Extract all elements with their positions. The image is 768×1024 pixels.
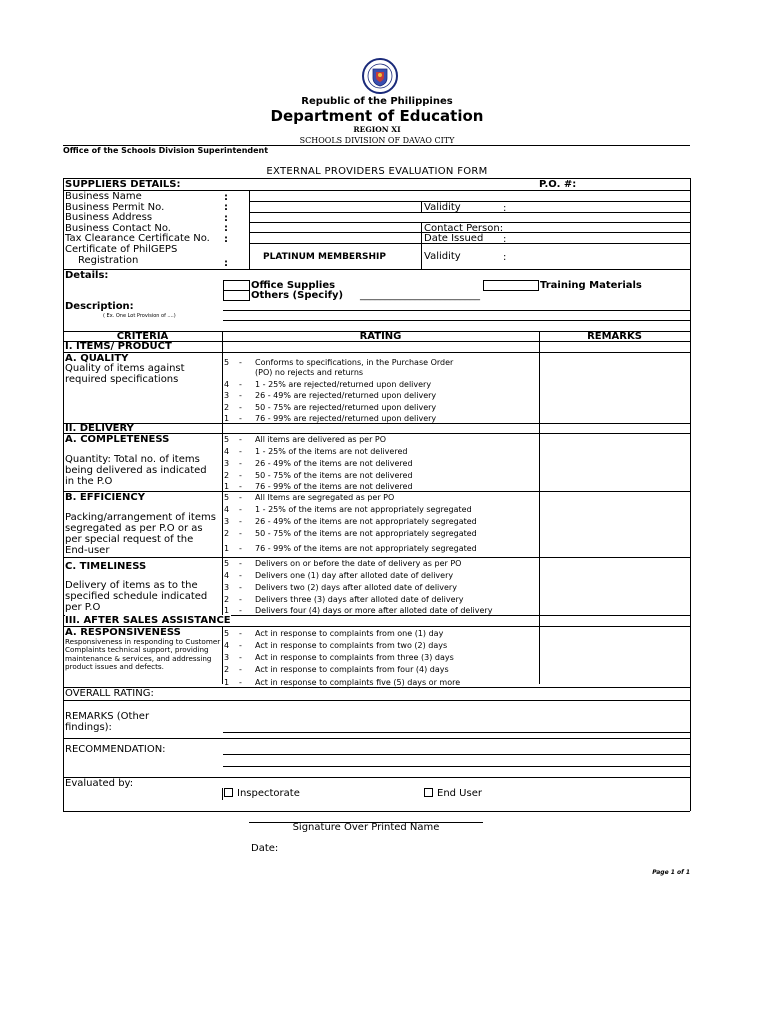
colon: : [503, 234, 507, 245]
rating-dash: - [239, 517, 242, 526]
colon: : [224, 258, 228, 269]
rule [63, 269, 690, 270]
business-permit-label: Business Permit No. [65, 202, 165, 213]
rating-option[interactable] [224, 653, 454, 662]
rating-description: 1 - 25% of the items are not delivered [255, 447, 408, 456]
rating-option[interactable] [224, 447, 407, 456]
inspectorate-checkbox[interactable] [224, 788, 233, 797]
rating-dash: - [239, 447, 242, 456]
rating-dash: - [239, 358, 242, 367]
region-title: REGION XI [353, 125, 401, 134]
rating-option[interactable] [224, 629, 443, 638]
rating-dash: - [239, 665, 242, 674]
rating-description: 50 - 75% are rejected/returned upon delivery [255, 403, 437, 412]
rating-description: Delivers one (1) day after alloted date of delivery [255, 571, 454, 580]
rating-dash: - [239, 559, 242, 568]
rule [63, 190, 690, 191]
rating-description: 26 - 49% of the items are not appropriately segregated [255, 517, 477, 526]
table-border-left [63, 178, 64, 811]
po-number-label: P.O. #: [539, 179, 577, 190]
colon: : [224, 202, 228, 213]
rule [63, 423, 690, 424]
office-title: Office of the Schools Division Superintendent [63, 146, 269, 155]
recommendation-line[interactable] [223, 766, 690, 767]
criteria-title: A. QUALITY [65, 353, 129, 364]
rating-option[interactable] [224, 641, 447, 650]
inspectorate-label: Inspectorate [237, 788, 300, 799]
rating-score: 5 [224, 559, 230, 568]
form-title: EXTERNAL PROVIDERS EVALUATION FORM [266, 166, 488, 177]
criteria-title: B. EFFICIENCY [65, 492, 145, 503]
rating-dash: - [239, 653, 242, 662]
rule [539, 331, 540, 684]
rule [63, 738, 690, 739]
rating-description: Delivers two (2) days after alloted date of delivery [255, 583, 457, 592]
section-delivery-heading: II. DELIVERY [65, 423, 134, 434]
rating-description: 76 - 99% are rejected/returned upon delivery [255, 414, 437, 423]
rule [222, 331, 223, 684]
rating-score: 4 [224, 571, 230, 580]
rating-description: Delivers three (3) days after alloted date of delivery [255, 595, 464, 604]
rating-score: 2 [224, 665, 230, 674]
rating-score: 1 [224, 606, 230, 615]
overall-rating-label: OVERALL RATING: [65, 688, 154, 699]
rating-option[interactable] [224, 595, 464, 604]
colon: : [224, 234, 228, 245]
rating-dash: - [239, 435, 242, 444]
rating-option[interactable] [224, 678, 460, 687]
rating-score: 3 [224, 583, 230, 592]
rating-option[interactable] [224, 529, 477, 538]
rating-dash: - [239, 380, 242, 389]
rating-option[interactable] [224, 482, 413, 491]
description-line [223, 310, 690, 311]
table-border-bottom [63, 811, 690, 812]
rating-dash: - [239, 414, 242, 423]
rating-description: Act in response to complaints from four (4) days [255, 665, 449, 674]
rule [63, 557, 690, 558]
rating-option[interactable] [224, 493, 394, 502]
rating-option[interactable] [224, 403, 436, 412]
rating-option[interactable] [224, 583, 457, 592]
rating-dash: - [239, 606, 242, 615]
division-title: SCHOOLS DIVISION OF DAVAO CITY [299, 136, 455, 145]
rating-dash: - [239, 595, 242, 604]
rating-dash: - [239, 641, 242, 650]
rating-score: 4 [224, 380, 230, 389]
criteria-description: Quantity: Total no. of items being delivered as indicated in the P.O [65, 454, 207, 487]
country-title: Republic of the Philippines [301, 96, 453, 107]
rule [421, 201, 422, 212]
inspectorate-option[interactable] [224, 788, 300, 799]
rule [249, 212, 690, 213]
rating-option[interactable] [224, 471, 413, 480]
rating-score: 5 [224, 358, 230, 367]
rating-description: 50 - 75% of the items are not appropriately segregated [255, 529, 477, 538]
rule [63, 491, 690, 492]
rating-option[interactable] [224, 435, 386, 444]
rating-option[interactable] [224, 368, 363, 377]
rating-description: 26 - 49% of the items are not delivered [255, 459, 413, 468]
rating-dash: - [239, 482, 242, 491]
recommendation-line[interactable] [223, 754, 690, 755]
rating-option[interactable] [224, 505, 472, 514]
rating-description: Delivers on or before the date of delivery as per PO [255, 559, 462, 568]
criteria-description: Packing/arrangement of items segregated as per P.O or as per special request of the End-user [65, 512, 216, 556]
rating-dash: - [239, 403, 242, 412]
rule [249, 190, 250, 269]
criteria-title: A. RESPONSIVENESS [65, 627, 181, 638]
rating-score: 4 [224, 505, 230, 514]
training-materials-label: Training Materials [540, 280, 642, 291]
office-supplies-label: Office Supplies [251, 280, 336, 291]
rating-dash: - [239, 571, 242, 580]
suppliers-heading: SUPPLIERS DETAILS: [65, 179, 181, 190]
rating-option[interactable] [224, 358, 453, 367]
rating-description: Act in response to complaints from two (2) days [255, 641, 448, 650]
table-border-right [690, 178, 691, 811]
date-issued-label: Date Issued [424, 233, 484, 244]
rating-option[interactable] [224, 559, 461, 568]
rating-description: 1 - 25% of the items are not appropriately segregated [255, 505, 472, 514]
rule [63, 777, 690, 778]
rating-score: 1 [224, 678, 230, 687]
rating-option[interactable] [224, 571, 453, 580]
rating-description: (PO) no rejects and returns [255, 368, 364, 377]
department-title: Department of Education [270, 107, 484, 125]
rating-dash: - [239, 678, 242, 687]
rating-description: All items are delivered as per PO [255, 435, 387, 444]
rating-score: 3 [224, 459, 230, 468]
rating-option[interactable] [224, 380, 431, 389]
business-contact-label: Business Contact No. [65, 223, 171, 234]
rating-score: 1 [224, 544, 230, 553]
rating-score: 2 [224, 529, 230, 538]
rating-dash: - [239, 529, 242, 538]
training-materials-checkbox[interactable] [483, 280, 539, 291]
criteria-description: Responsiveness in responding to Customer Complaints technical support, providing maintenance & services, and addressing product issues and defects. [65, 637, 221, 672]
rating-description: Delivers four (4) days or more after alloted date of delivery [255, 606, 493, 615]
rating-description: All Items are segregated as per PO [255, 493, 395, 502]
rule [63, 687, 690, 688]
section-items-heading: I. ITEMS/ PRODUCT [65, 341, 172, 352]
rule [421, 222, 422, 269]
criteria-column-header: CRITERIA [116, 331, 169, 342]
end-user-option[interactable] [424, 788, 482, 799]
rating-description: Act in response to complaints from one (1) day [255, 629, 444, 638]
remarks-column-header: REMARKS [587, 331, 642, 342]
colon: : [224, 192, 228, 203]
rating-option[interactable] [224, 606, 492, 615]
rating-score: 3 [224, 391, 230, 400]
rating-score: 2 [224, 471, 230, 480]
section-after-sales-heading: III. AFTER SALES ASSISTANCE [65, 615, 231, 626]
criteria-description: Delivery of items as to the specified schedule indicated per P.O [65, 580, 208, 613]
remarks-label: REMARKS (Other findings): [65, 711, 150, 733]
rating-description: 76 - 99% of the items are not appropriately segregated [255, 544, 477, 553]
rating-dash: - [239, 544, 242, 553]
rating-column-header: RATING [359, 331, 402, 342]
others-checkbox[interactable] [223, 290, 250, 301]
business-address-label: Business Address [65, 212, 153, 223]
rule [249, 201, 690, 202]
validity-label: Validity [424, 251, 461, 262]
rating-score: 5 [224, 435, 230, 444]
description-label: Description: [65, 301, 134, 312]
rating-dash: - [239, 471, 242, 480]
description-line [223, 320, 690, 321]
rating-description: Conforms to specifications, in the Purchase Order [255, 358, 454, 367]
rating-dash: - [239, 493, 242, 502]
remarks-line[interactable] [223, 732, 690, 733]
rating-dash: - [239, 629, 242, 638]
rating-score: 3 [224, 517, 230, 526]
tax-clearance-label: Tax Clearance Certificate No. [65, 233, 210, 244]
rating-option[interactable] [224, 544, 477, 553]
rating-description: 50 - 75% of the items are not delivered [255, 471, 413, 480]
rating-description: 26 - 49% are rejected/returned upon delivery [255, 391, 437, 400]
validity-label: Validity [424, 202, 461, 213]
rating-score: 1 [224, 482, 230, 491]
rating-score: 3 [224, 653, 230, 662]
colon: : [224, 223, 228, 234]
rule [222, 788, 223, 800]
others-specify-line[interactable]: ________________________ [360, 290, 480, 301]
signature-label: Signature Over Printed Name [292, 822, 440, 833]
criteria-title: A. COMPLETENESS [65, 434, 170, 445]
rating-description: Act in response to complaints five (5) days or more [255, 678, 461, 687]
rule [63, 352, 690, 353]
rating-score: 5 [224, 493, 230, 502]
end-user-checkbox[interactable] [424, 788, 433, 797]
rating-score: 1 [224, 414, 230, 423]
date-label: Date: [251, 843, 279, 854]
page-number: Page 1 of 1 [652, 869, 690, 876]
end-user-label: End User [437, 788, 482, 799]
colon: : [503, 203, 507, 214]
evaluated-by-label: Evaluated by: [65, 778, 134, 789]
colon: : [503, 252, 507, 263]
rating-dash: - [239, 505, 242, 514]
platinum-membership-label: PLATINUM MEMBERSHIP [263, 252, 386, 262]
rating-score: 2 [224, 595, 230, 604]
rating-score: 2 [224, 403, 230, 412]
others-label: Others (Specify) [251, 290, 344, 301]
rule [63, 700, 690, 701]
details-label: Details: [65, 270, 109, 281]
rating-option[interactable] [224, 459, 413, 468]
rating-dash: - [239, 583, 242, 592]
rating-dash: - [239, 391, 242, 400]
colon: : [224, 213, 228, 224]
business-name-label: Business Name [65, 191, 142, 202]
criteria-description: Quality of items against required specifications [65, 363, 185, 385]
rating-option[interactable] [224, 517, 477, 526]
recommendation-label: RECOMMENDATION: [65, 744, 166, 755]
rating-description: Act in response to complaints from three (3) days [255, 653, 454, 662]
rating-score: 4 [224, 447, 230, 456]
rating-description: 1 - 25% are rejected/returned upon delivery [255, 380, 432, 389]
deped-seal-logo [356, 58, 404, 94]
rating-option[interactable] [224, 414, 436, 423]
rating-option[interactable] [224, 665, 449, 674]
criteria-title: C. TIMELINESS [65, 561, 147, 572]
rating-dash: - [239, 459, 242, 468]
philgeps-label: Registration [78, 255, 139, 266]
description-example: ( Ex. One Lot Provision of ....) [103, 313, 176, 319]
rating-score: 4 [224, 641, 230, 650]
rating-description: 76 - 99% of the items are not delivered [255, 482, 413, 491]
philgeps-label: Certificate of PhilGEPS [65, 244, 178, 255]
contact-person-label: Contact Person: [424, 223, 504, 234]
rating-option[interactable] [224, 391, 436, 400]
rating-score: 5 [224, 629, 230, 638]
